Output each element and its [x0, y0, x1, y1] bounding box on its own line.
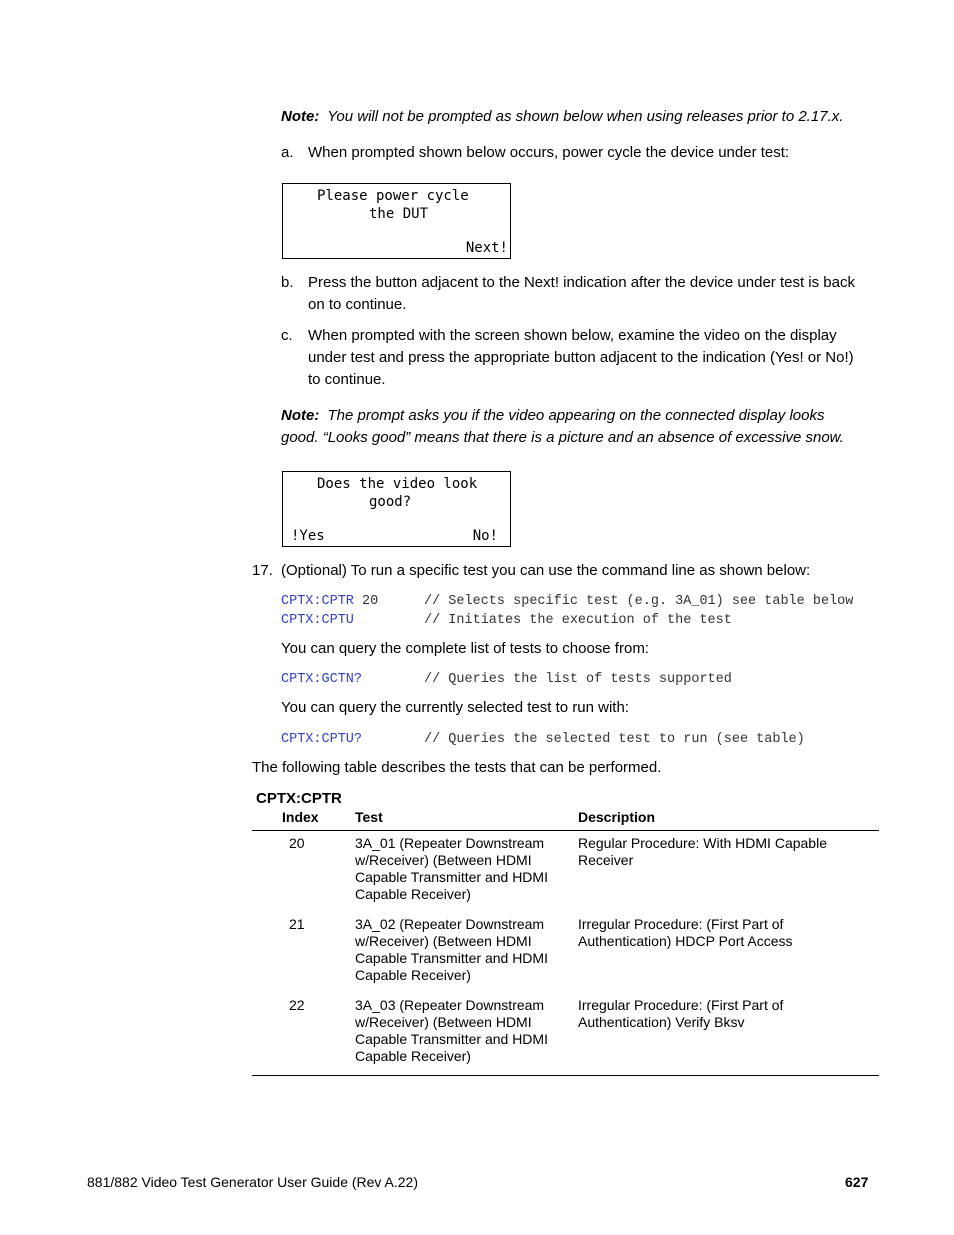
table-header-index-top: CPTX:CPTR [256, 790, 342, 807]
lcd-line-1: Please power cycle [317, 188, 469, 204]
row-index: 21 [289, 916, 305, 932]
test-line: Capable Transmitter and HDMI [355, 950, 548, 966]
code-comment: // Queries the selected test to run (see table) [424, 732, 805, 747]
step-c-letter: c. [281, 327, 293, 344]
test-line: w/Receiver) (Between HDMI [355, 852, 532, 868]
row-description [578, 997, 783, 1031]
step-c-line-1: When prompted with the screen shown below, examine the video on the display [308, 327, 837, 344]
row-description [578, 835, 827, 869]
code-command: CPTX:CPTU [281, 613, 354, 628]
test-line: 3A_02 (Repeater Downstream [355, 916, 545, 932]
table-header-rule [252, 830, 879, 831]
query-selected-text: You can query the currently selected test to run with: [281, 699, 629, 716]
test-line: Capable Receiver) [355, 967, 471, 983]
test-line: 3A_01 (Repeater Downstream [355, 835, 545, 851]
description-line: Receiver [578, 852, 634, 868]
row-test [355, 997, 548, 1065]
note-label: Note: [281, 407, 320, 424]
query-list-text: You can query the complete list of tests to choose from: [281, 640, 649, 657]
test-line: Capable Transmitter and HDMI [355, 1031, 548, 1047]
table-header-index: Index [282, 809, 319, 825]
description-line: Authentication) HDCP Port Access [578, 933, 793, 949]
code-command: CPTX:CPTR [281, 594, 354, 609]
code-line [281, 594, 378, 609]
note-label: Note: [281, 108, 320, 125]
code-comment: // Selects specific test (e.g. 3A_01) see table below [424, 594, 854, 609]
table-header-description: Description [578, 809, 656, 825]
code-command: CPTX:CPTU? [281, 732, 363, 747]
row-test [355, 916, 548, 984]
lcd-line-2: the DUT [369, 206, 429, 222]
table-intro: The following table describes the tests that can be performed. [252, 759, 662, 776]
step-a-letter: a. [281, 144, 294, 161]
table-bottom-rule [252, 1075, 879, 1076]
test-line: Capable Transmitter and HDMI [355, 869, 548, 885]
step-17-number: 17. [252, 562, 273, 579]
step-c-line-3: to continue. [308, 371, 386, 388]
step-c-line-2: under test and press the appropriate button adjacent to the indication (Yes! or No!) [308, 349, 854, 366]
step-b-letter: b. [281, 274, 294, 291]
row-test [355, 835, 548, 903]
code-comment: // Queries the list of tests supported [424, 672, 732, 687]
test-line: 3A_03 (Repeater Downstream [355, 997, 545, 1013]
code-line [281, 613, 354, 628]
note-text: You will not be prompted as shown below when using releases prior to 2.17.x. [327, 108, 844, 125]
lcd-prompt-video-check [282, 471, 511, 547]
code-comment: // Initiates the execution of the test [424, 613, 732, 628]
step-b-line-1: Press the button adjacent to the Next! indication after the device under test is back [308, 274, 855, 291]
test-line: Capable Receiver) [355, 886, 471, 902]
code-line [281, 732, 362, 747]
description-line: Irregular Procedure: (First Part of [578, 916, 784, 932]
code-command: CPTX:GCTN? [281, 672, 363, 687]
test-line: w/Receiver) (Between HDMI [355, 933, 532, 949]
row-index: 20 [289, 835, 305, 851]
page-number: 627 [845, 1174, 869, 1190]
description-line: Regular Procedure: With HDMI Capable [578, 835, 827, 851]
test-line: w/Receiver) (Between HDMI [355, 1014, 532, 1030]
lcd-line-2: good? [369, 494, 412, 510]
description-line: Irregular Procedure: (First Part of [578, 997, 784, 1013]
lcd-yes-label: !Yes [291, 528, 325, 544]
row-index: 22 [289, 997, 305, 1013]
row-description [578, 916, 793, 950]
table-header-test: Test [355, 809, 383, 825]
footer-title: 881/882 Video Test Generator User Guide (Rev A.22) [87, 1174, 419, 1190]
lcd-no-label: No! [472, 528, 498, 544]
lcd-line-1: Does the video look [317, 476, 478, 492]
lcd-next-label: Next! [465, 240, 508, 256]
note-prompt [281, 405, 824, 427]
step-a-text: When prompted shown below occurs, power cycle the device under test: [308, 144, 790, 161]
note-line-1: The prompt asks you if the video appearing on the connected display looks [327, 407, 825, 424]
lcd-prompt-power-cycle [282, 183, 511, 259]
code-line [281, 672, 362, 687]
step-17-text: (Optional) To run a specific test you can use the command line as shown below: [281, 562, 811, 579]
note-line-2: good. “Looks good” means that there is a picture and an absence of excessive snow. [281, 429, 844, 446]
note-top [281, 106, 843, 128]
description-line: Authentication) Verify Bksv [578, 1014, 745, 1030]
test-line: Capable Receiver) [355, 1048, 471, 1064]
step-b-line-2: on to continue. [308, 296, 407, 313]
code-argument: 20 [353, 594, 379, 609]
